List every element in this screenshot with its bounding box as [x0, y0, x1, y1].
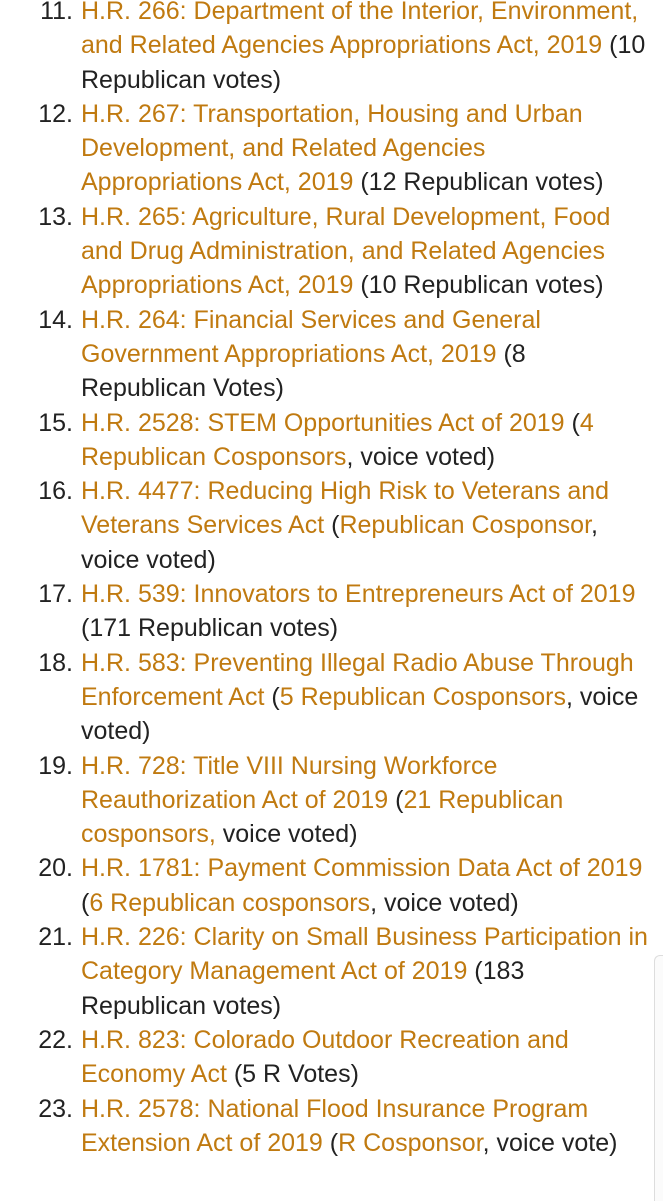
item-number: 21.	[38, 923, 73, 952]
bill-note: (12 Republican votes)	[353, 168, 604, 197]
bill-note: , voice voted)	[370, 888, 519, 917]
item-number: 23.	[38, 1094, 73, 1123]
bill-link[interactable]: 4 Republican Cosponsors	[81, 408, 594, 471]
scroll-indicator[interactable]	[654, 955, 663, 1201]
bill-link[interactable]: H.R. 2578: National Flood Insurance Program Extension Act of 2019	[81, 1094, 589, 1157]
list-item	[0, 303, 663, 406]
item-number: 17.	[38, 580, 73, 609]
bill-link[interactable]: H.R. 728: Title VIII Nursing Workforce Reauthorization Act of 2019	[81, 751, 498, 814]
bill-note: (	[322, 1128, 339, 1157]
list-item	[0, 200, 663, 303]
bill-note: (10 Republican votes)	[81, 31, 646, 94]
bill-note: , voice voted)	[81, 682, 639, 746]
bill-link[interactable]: H.R. 267: Transportation, Housing and Urban Development, and Related Agencies Appropriations Act, 2019	[81, 99, 583, 197]
list-item	[0, 1023, 663, 1092]
bill-note: (8 Republican Votes)	[81, 339, 526, 403]
bill-note: (	[388, 785, 404, 814]
list-item	[0, 749, 663, 852]
bill-note: (10 Republican votes)	[353, 271, 604, 300]
bill-link[interactable]: H.R. 4477: Reducing High Risk to Veterans and Veterans Services Act	[81, 477, 610, 540]
bill-note: (	[264, 682, 280, 711]
bill-link[interactable]: H.R. 2528: STEM Opportunities Act of 2019	[81, 408, 565, 437]
item-number: 15.	[38, 408, 73, 437]
bill-link[interactable]: 5 Republican Cosponsors	[279, 682, 566, 711]
bill-note: (	[324, 511, 340, 540]
item-number: 19.	[38, 751, 73, 780]
bill-link[interactable]: Republican Cosponsor	[339, 511, 592, 540]
item-number: 18.	[38, 648, 73, 677]
bill-link[interactable]: H.R. 1781: Payment Commission Data Act of 2019	[81, 854, 643, 883]
item-number: 16.	[38, 477, 73, 506]
list-item	[0, 474, 663, 577]
bill-link[interactable]: H.R. 264: Financial Services and General Government Appropriations Act, 2019	[81, 305, 541, 368]
item-number: 22.	[38, 1025, 73, 1054]
list-item	[0, 920, 663, 1023]
bill-link[interactable]: 6 Republican cosponsors	[89, 888, 371, 917]
bill-note: (183 Republican votes)	[81, 957, 525, 1020]
item-number: 12.	[38, 99, 73, 128]
bill-link[interactable]: H.R. 823: Colorado Outdoor Recreation and Economy Act	[81, 1025, 569, 1089]
list-item	[0, 577, 663, 646]
list-item	[0, 646, 663, 749]
bill-link[interactable]: H.R. 226: Clarity on Small Business Participation in Category Management Act of 2019	[81, 923, 648, 986]
bill-note: , voice voted)	[346, 442, 496, 471]
item-number: 14.	[38, 305, 73, 334]
item-number: 13.	[38, 202, 73, 231]
bill-link[interactable]: 21 Republican cosponsors,	[81, 785, 564, 849]
list-item	[0, 0, 663, 97]
bill-link[interactable]: H.R. 266: Department of the Interior, Environment, and Related Agencies Appropriations Act, 2019	[81, 0, 639, 60]
list-item	[0, 97, 663, 200]
bill-note: voice voted)	[215, 820, 358, 849]
bill-link[interactable]: R Cosponsor	[338, 1128, 483, 1157]
bill-note: (5 R Votes)	[226, 1060, 359, 1089]
bill-note: , voice voted)	[81, 511, 598, 574]
list-item	[0, 1092, 663, 1161]
bill-note: (	[81, 888, 90, 917]
bill-note: (171 Republican votes)	[81, 614, 339, 643]
item-number: 11.	[40, 0, 73, 25]
bill-link[interactable]: H.R. 583: Preventing Illegal Radio Abuse Through Enforcement Act	[81, 648, 634, 711]
list-item	[0, 851, 663, 920]
bill-note: (	[564, 408, 580, 437]
bill-link[interactable]: H.R. 539: Innovators to Entrepreneurs Act of 2019	[81, 580, 636, 609]
bill-note: , voice vote)	[482, 1128, 618, 1157]
item-number: 20.	[38, 854, 73, 883]
bill-link[interactable]: H.R. 265: Agriculture, Rural Development, Food and Drug Administration, and Related Agencies Appropriations Act, 2019	[81, 202, 611, 300]
list-item	[0, 406, 663, 475]
